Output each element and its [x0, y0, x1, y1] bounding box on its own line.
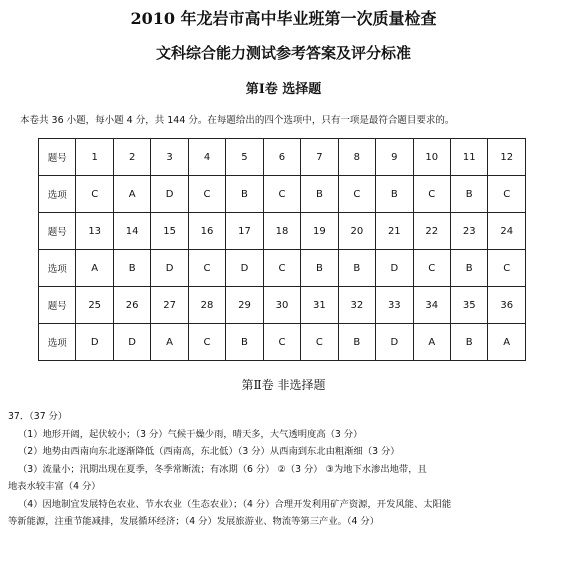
question-number-cell: 29: [226, 287, 263, 324]
question-number-cell: 24: [488, 213, 526, 250]
answer-cell: C: [188, 176, 225, 213]
answer-cell: B: [450, 176, 487, 213]
answer-cell: A: [488, 324, 526, 361]
question-number-cell: 17: [226, 213, 263, 250]
answer-cell: B: [226, 176, 263, 213]
section-1-heading: 第Ⅰ卷 选择题: [245, 82, 322, 97]
question-number-cell: 32: [338, 287, 375, 324]
answer-cell: C: [263, 176, 300, 213]
subtitle: 文科综合能力测试参考答案及评分标准: [155, 44, 411, 62]
question-number-cell: 28: [188, 287, 225, 324]
question-number-cell: 31: [301, 287, 338, 324]
answer-cell: D: [76, 324, 113, 361]
answer-cell: D: [376, 324, 413, 361]
answer-cell: A: [413, 324, 450, 361]
answer-cell: D: [151, 250, 188, 287]
question-number-cell: 16: [188, 213, 225, 250]
question-number-cell: 6: [263, 139, 300, 176]
answer-cell: A: [113, 176, 150, 213]
question-number-cell: 20: [338, 213, 375, 250]
question-number-row: [39, 287, 526, 324]
answer-cell: B: [226, 324, 263, 361]
answer-cell: C: [188, 324, 225, 361]
answer-line: （4）因地制宜发展特色农业、节水农业（生态农业）；（4 分）合理开发利用矿产资源，开发风能、太阳能: [18, 498, 452, 510]
answer-cell: C: [413, 176, 450, 213]
question-number-cell: 23: [450, 213, 487, 250]
question-number-cell: 13: [76, 213, 113, 250]
answer-cell: C: [188, 250, 225, 287]
row-label-answer: 选项: [39, 250, 76, 287]
question-number-row: [39, 139, 526, 176]
answer-line: 等新能源，注重节能减排，发展循环经济；（4 分）发展旅游业、物流等第三产业。（4 分）: [8, 516, 380, 527]
question-number-cell: 25: [76, 287, 113, 324]
answer-cell: B: [376, 176, 413, 213]
answer-cell: A: [76, 250, 113, 287]
question-number-cell: 18: [263, 213, 300, 250]
question-number-cell: 3: [151, 139, 188, 176]
answer-row: [39, 324, 526, 361]
main-title: 2010 年龙岩市高中毕业班第一次质量检查: [130, 9, 437, 28]
answer-cell: C: [488, 176, 526, 213]
answer-cell: C: [263, 250, 300, 287]
answer-line: （3）流量小；汛期出现在夏季，冬季常断流；有冰期（6 分） ②（3 分） ③为地下水渗出地带，且: [18, 463, 427, 475]
question-number-cell: 10: [413, 139, 450, 176]
question-number-cell: 34: [413, 287, 450, 324]
answer-cell: C: [413, 250, 450, 287]
section-1-instructions: 本卷共 36 小题，每小题 4 分，共 144 分。在每题给出的四个选项中，只有一项是最符合题目要求的。: [20, 115, 455, 126]
answer-cell: C: [76, 176, 113, 213]
answer-line: 地表水较丰富（4 分）: [8, 481, 101, 492]
question-number-cell: 1: [76, 139, 113, 176]
question-number-cell: 14: [113, 213, 150, 250]
question-number-cell: 8: [338, 139, 375, 176]
answer-cell: C: [488, 250, 526, 287]
question-37-answer: [8, 408, 564, 531]
answer-cell: C: [301, 324, 338, 361]
answer-row: [39, 176, 526, 213]
answer-cell: A: [151, 324, 188, 361]
row-label-answer: 选项: [39, 324, 76, 361]
question-number-cell: 26: [113, 287, 150, 324]
question-number-cell: 19: [301, 213, 338, 250]
answer-cell: B: [338, 324, 375, 361]
question-number-cell: 36: [488, 287, 526, 324]
answer-cell: C: [338, 176, 375, 213]
question-number-cell: 33: [376, 287, 413, 324]
answer-line: （2）地势由西南向东北逐渐降低（西南高，东北低）（3 分）从西南到东北由粗渐细（3 分）: [18, 446, 400, 457]
answer-cell: B: [450, 250, 487, 287]
answer-cell: D: [226, 250, 263, 287]
answer-cell: B: [113, 250, 150, 287]
question-number-cell: 9: [376, 139, 413, 176]
question-number-cell: 22: [413, 213, 450, 250]
question-number-row: [39, 213, 526, 250]
question-number-cell: 2: [113, 139, 150, 176]
question-number-cell: 21: [376, 213, 413, 250]
answer-cell: B: [450, 324, 487, 361]
question-number-cell: 30: [263, 287, 300, 324]
row-label-question-number: 题号: [39, 287, 76, 324]
answer-cell: D: [113, 324, 150, 361]
row-label-question-number: 题号: [39, 213, 76, 250]
question-number-cell: 11: [450, 139, 487, 176]
question-37-header: 37．（37 分）: [8, 411, 68, 422]
question-number-cell: 12: [488, 139, 526, 176]
answer-cell: D: [376, 250, 413, 287]
question-number-cell: 7: [301, 139, 338, 176]
question-number-cell: 15: [151, 213, 188, 250]
answer-cell: B: [301, 176, 338, 213]
question-number-cell: 27: [151, 287, 188, 324]
section-2-heading: 第Ⅱ卷 非选择题: [241, 378, 326, 392]
answer-cell: B: [301, 250, 338, 287]
answer-table: [38, 138, 526, 361]
answer-cell: C: [263, 324, 300, 361]
answer-cell: D: [151, 176, 188, 213]
question-number-cell: 5: [226, 139, 263, 176]
question-number-cell: 35: [450, 287, 487, 324]
answer-row: [39, 250, 526, 287]
answer-line: （1）地形开阔，起伏较小；（3 分）气候干燥少雨，晴天多，大气透明度高（3 分）: [18, 428, 363, 440]
row-label-answer: 选项: [39, 176, 76, 213]
question-number-cell: 4: [188, 139, 225, 176]
row-label-question-number: 题号: [39, 139, 76, 176]
answer-cell: B: [338, 250, 375, 287]
